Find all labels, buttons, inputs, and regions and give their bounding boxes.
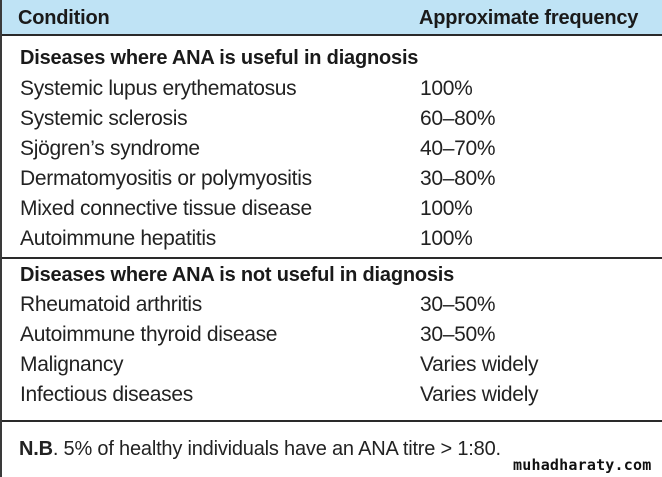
frequency-cell: 30–80% <box>420 167 496 190</box>
table-row <box>2 107 662 137</box>
frequency-cell: 30–50% <box>420 323 496 346</box>
footnote-text: . 5% of healthy individuals have an ANA titre > 1:80. <box>52 438 501 460</box>
footnote-label: N.B <box>19 438 53 460</box>
section-title-not-useful: Diseases where ANA is not useful in diagnosis <box>20 264 455 286</box>
table-row <box>2 293 662 323</box>
frequency-cell: 100% <box>420 227 473 250</box>
condition-cell: Sjögren’s syndrome <box>20 137 200 160</box>
header-frequency: Approximate frequency <box>419 7 639 29</box>
table-row <box>2 353 662 383</box>
condition-cell: Autoimmune thyroid disease <box>20 323 278 346</box>
watermark: muhadharaty.com <box>513 456 652 474</box>
table-row <box>2 137 662 167</box>
footnote <box>19 438 501 461</box>
condition-cell: Dermatomyositis or polymyositis <box>20 167 312 190</box>
frequency-cell: 100% <box>420 197 473 220</box>
section-title-useful: Diseases where ANA is useful in diagnosis <box>20 47 419 69</box>
table-row <box>2 77 662 107</box>
frequency-cell: 60–80% <box>420 107 496 130</box>
frequency-cell: 100% <box>420 77 473 100</box>
condition-cell: Infectious diseases <box>20 383 193 406</box>
table-row <box>2 167 662 197</box>
condition-cell: Mixed connective tissue disease <box>20 197 312 220</box>
table-row <box>2 323 662 353</box>
header-condition: Condition <box>18 7 110 29</box>
table-row <box>2 197 662 227</box>
condition-cell: Rheumatoid arthritis <box>20 293 202 316</box>
condition-cell: Systemic sclerosis <box>20 107 188 130</box>
footer-divider <box>2 420 662 422</box>
condition-cell: Autoimmune hepatitis <box>20 227 216 250</box>
table-row <box>2 227 662 257</box>
frequency-cell: 30–50% <box>420 293 496 316</box>
condition-cell: Malignancy <box>20 353 124 376</box>
condition-cell: Systemic lupus erythematosus <box>20 77 297 100</box>
section-divider <box>2 257 662 259</box>
table-header <box>2 0 662 36</box>
table-row <box>2 383 662 413</box>
frequency-cell: Varies widely <box>420 383 539 406</box>
frequency-cell: Varies widely <box>420 353 539 376</box>
frequency-cell: 40–70% <box>420 137 496 160</box>
